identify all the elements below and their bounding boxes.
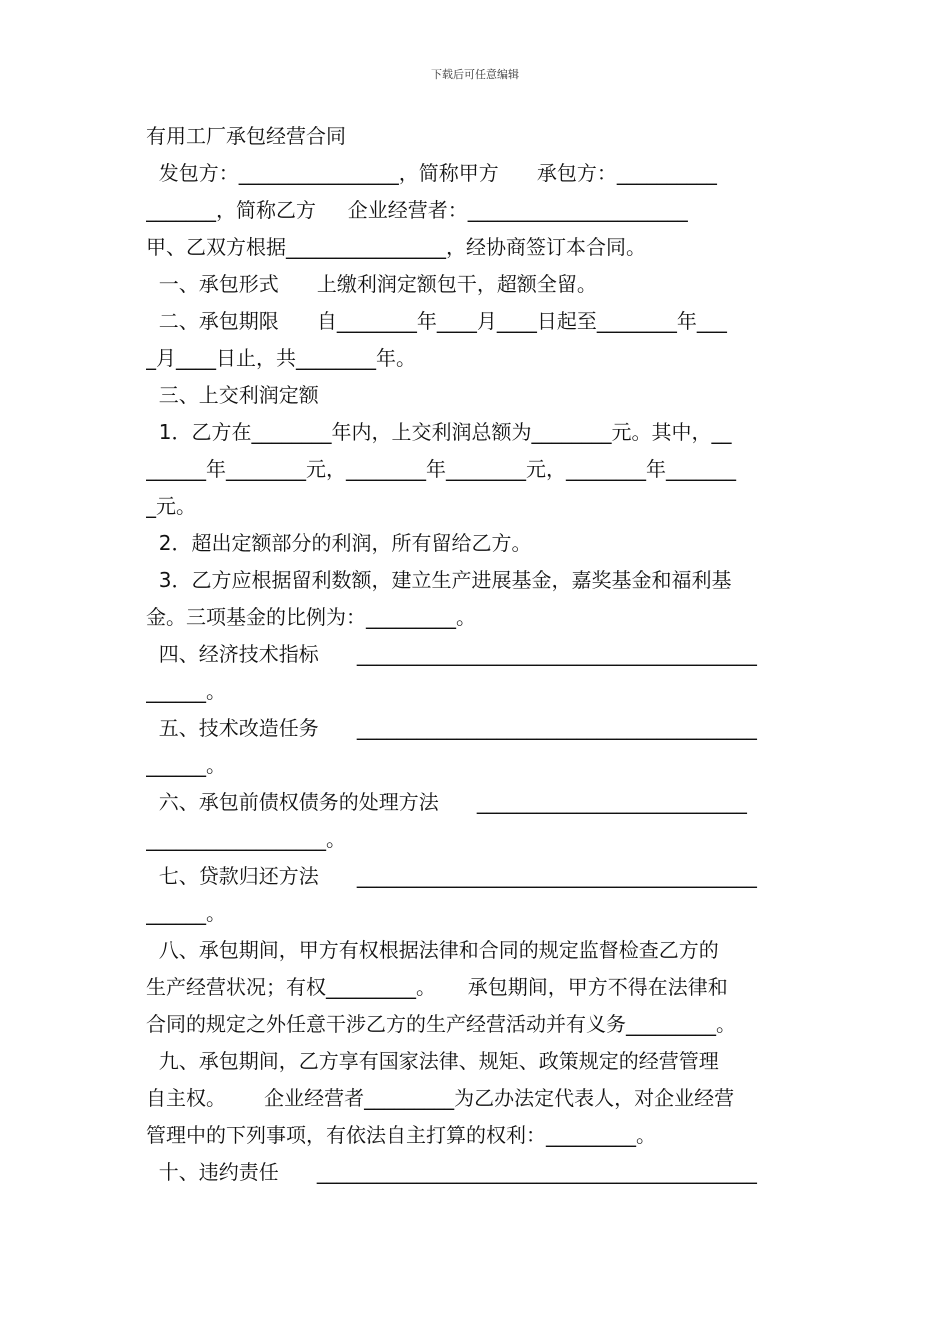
contract-line: 十、违约责任 ____________________________________________ — [146, 1160, 757, 1184]
contract-line: 1．乙方在________年内，上交利润总额为________元。其中，__ — [146, 420, 732, 444]
contract-line: 甲、乙双方根据________________，经协商签订本合同。 — [146, 235, 646, 259]
contract-line: __________________。 — [146, 827, 346, 851]
contract-line: 发包方：________________，简称甲方 承包方：__________ — [146, 161, 717, 185]
contract-line: 八、承包期间，甲方有权根据法律和合同的规定监督检查乙方的 — [146, 938, 719, 962]
contract-line: 生产经营状况；有权_________。 承包期间，甲方不得在法律和 — [146, 975, 728, 999]
contract-line: 七、贷款归还方法 ________________________________________ — [146, 864, 757, 888]
contract-line: 一、承包形式 上缴利润定额包干，超额全留。 — [146, 272, 597, 296]
contract-line: 自主权。 企业经营者_________为乙办法定代表人，对企业经营 — [146, 1086, 735, 1110]
contract-line: 三、上交利润定额 — [146, 383, 319, 407]
contract-line: ______年________元，________年________元，________年_______ — [146, 457, 736, 481]
contract-line: ______。 — [146, 753, 226, 777]
contract-line: 六、承包前债权债务的处理方法 ___________________________ — [146, 790, 747, 814]
contract-line: 2．超出定额部分的利润，所有留给乙方。 — [146, 531, 532, 555]
contract-line: 金。三项基金的比例为：_________。 — [146, 605, 476, 629]
contract-line: _月____日止，共________年。 — [146, 346, 416, 370]
header-note: 下载后可任意编辑 — [431, 68, 519, 81]
contract-line: 五、技术改造任务 ________________________________________ — [146, 716, 757, 740]
contract-line: _元。 — [146, 494, 196, 518]
contract-line: 3．乙方应根据留利数额，建立生产进展基金，嘉奖基金和福利基 — [146, 568, 732, 592]
contract-line: 九、承包期间，乙方享有国家法律、规矩、政策规定的经营管理 — [146, 1049, 719, 1073]
contract-line: ______。 — [146, 901, 226, 925]
contract-line: 四、经济技术指标 ________________________________________ — [146, 642, 757, 666]
document-title: 有用工厂承包经营合同 — [146, 124, 346, 148]
contract-line: ______。 — [146, 679, 226, 703]
contract-body — [146, 118, 808, 1191]
contract-line: 合同的规定之外任意干涉乙方的生产经营活动并有义务_________。 — [146, 1012, 736, 1036]
contract-lines — [146, 155, 808, 1191]
contract-line: 管理中的下列事项，有依法自主打算的权利：_________。 — [146, 1123, 656, 1147]
contract-line: _______，简称乙方 企业经营者：______________________ — [146, 198, 688, 222]
contract-line: 二、承包期限 自________年____月____日起至________年___ — [146, 309, 727, 333]
